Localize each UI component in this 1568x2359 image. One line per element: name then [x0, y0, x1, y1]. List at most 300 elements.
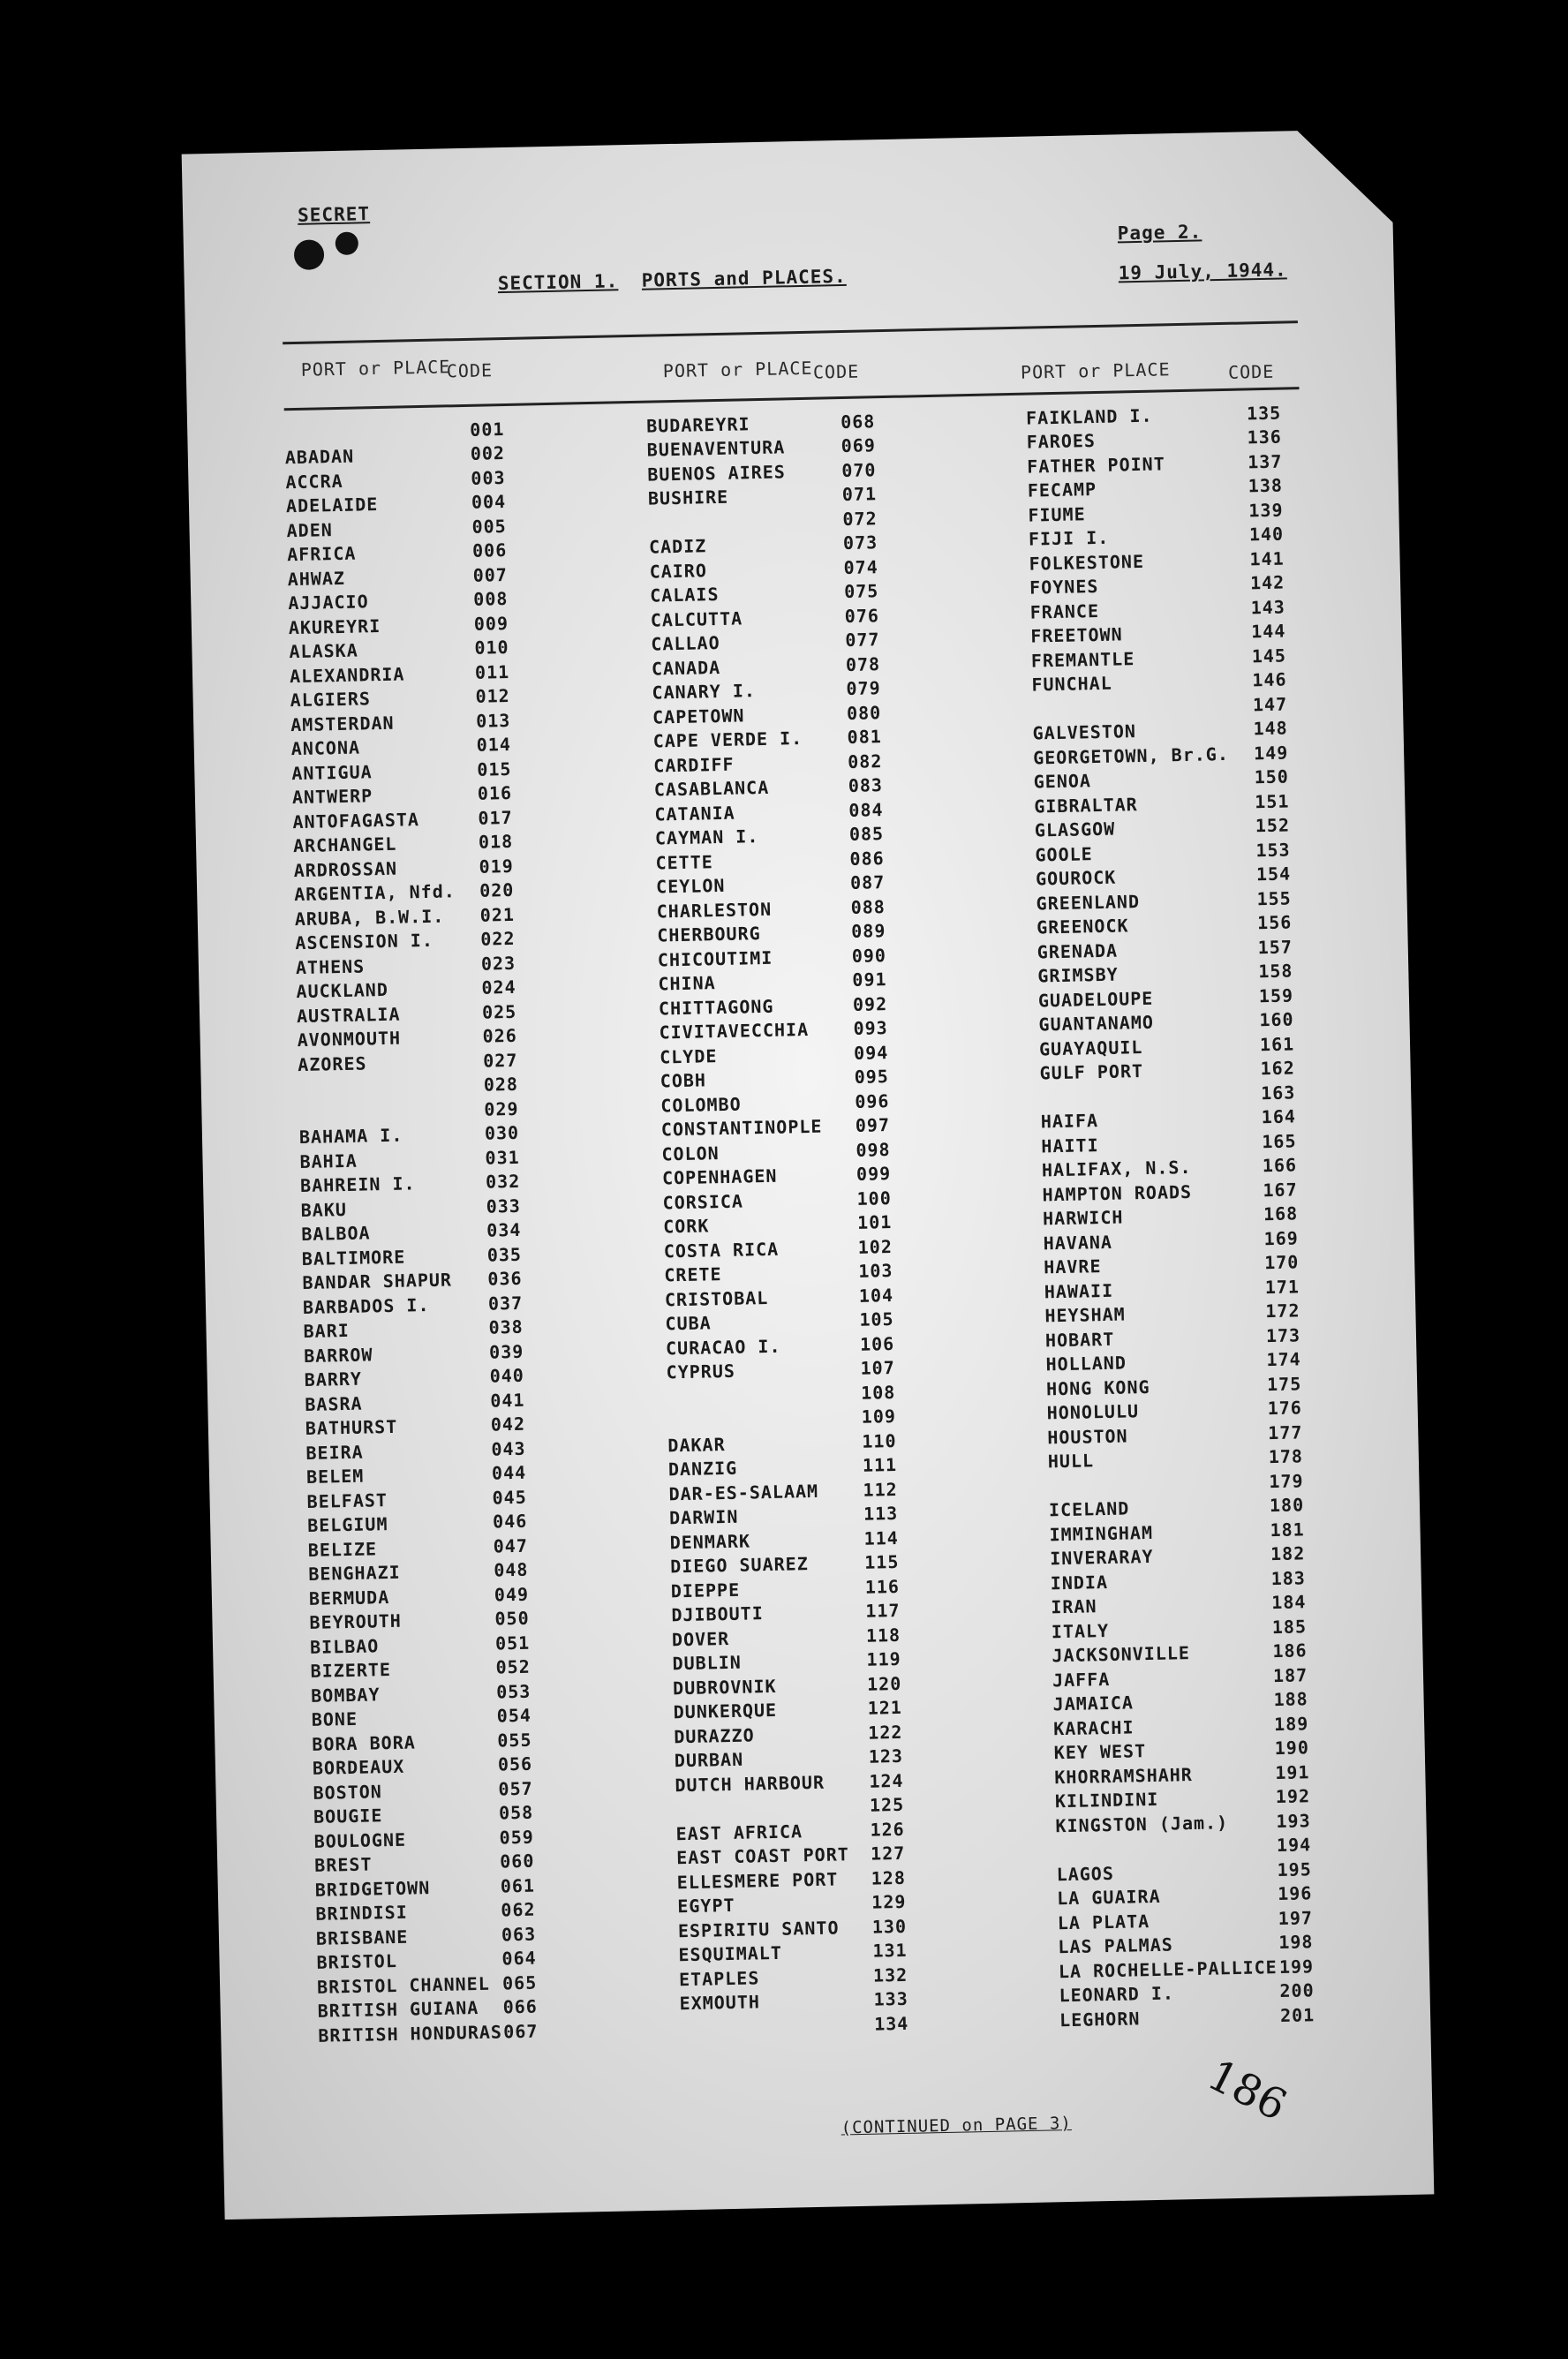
place-code: 125 [869, 1794, 905, 1816]
place-code: 007 [472, 563, 509, 586]
place-code: 046 [492, 1510, 528, 1533]
place-code: 057 [498, 1777, 533, 1800]
place-name: KINGSTON (Jam.) [1055, 1811, 1229, 1837]
place-code: 155 [1256, 887, 1292, 910]
place-name: CAPETOWN [652, 705, 745, 728]
place-code: 116 [864, 1575, 901, 1598]
place-code: 031 [485, 1146, 520, 1169]
header-rule-top [283, 320, 1298, 344]
place-code: 068 [840, 410, 876, 433]
place-code: 114 [863, 1526, 900, 1549]
place-name: ALGIERS [290, 688, 372, 712]
place-name: GUANTANAMO [1038, 1012, 1155, 1036]
place-code: 112 [863, 1478, 898, 1501]
place-name: LAS PALMAS [1058, 1933, 1174, 1958]
place-code: 136 [1247, 426, 1283, 448]
section-title: PORTS and PLACES. [641, 265, 847, 291]
place-name: GOOLE [1035, 842, 1093, 866]
place-code: 109 [861, 1406, 897, 1428]
place-name: LA GUAIRA [1056, 1886, 1161, 1910]
place-name: COPENHAGEN [661, 1164, 778, 1189]
place-name: CUBA [665, 1312, 712, 1335]
place-name: BAHIA [299, 1149, 358, 1172]
place-code: 173 [1265, 1324, 1301, 1346]
place-name: FUNCHAL [1031, 672, 1112, 696]
folded-corner [1295, 127, 1394, 226]
place-name: BARBADOS I. [302, 1293, 430, 1318]
place-code: 009 [473, 612, 509, 635]
place-name: AVONMOUTH [297, 1027, 402, 1051]
place-name: KARACHI [1052, 1716, 1135, 1740]
place-name: GUAYAQUIL [1038, 1036, 1143, 1060]
place-name: CAPE VERDE I. [652, 727, 803, 752]
place-name: GREENLAND [1036, 890, 1141, 915]
place-name: BARRY [304, 1368, 363, 1391]
place-name: BUSHIRE [647, 486, 729, 509]
place-code: 096 [855, 1089, 890, 1112]
place-code: 167 [1263, 1179, 1298, 1201]
place-name: BORA BORA [312, 1731, 416, 1755]
place-code: 092 [852, 992, 888, 1015]
place-name: BONE [311, 1708, 358, 1731]
place-name: ETAPLES [678, 1967, 760, 1991]
place-code: 162 [1260, 1057, 1295, 1080]
place-code: 056 [497, 1752, 533, 1775]
place-code: 137 [1247, 450, 1283, 473]
place-code: 061 [500, 1874, 536, 1897]
place-code: 164 [1261, 1105, 1297, 1128]
place-code: 151 [1255, 790, 1290, 813]
place-code: 067 [503, 2020, 539, 2043]
place-code: 091 [852, 968, 887, 991]
place-name: ARGENTIA, Nfd. [293, 880, 456, 906]
place-code: 086 [849, 847, 885, 870]
place-code: 128 [871, 1866, 907, 1889]
place-code: 165 [1262, 1130, 1297, 1152]
place-name: HAITI [1041, 1134, 1099, 1157]
place-name: DURAZZO [674, 1724, 755, 1748]
place-name: LAGOS [1056, 1862, 1115, 1886]
place-code: 102 [857, 1235, 893, 1258]
place-code: 002 [470, 442, 506, 465]
place-name: CONSTANTINOPLE [660, 1115, 823, 1141]
place-name: KILINDINI [1054, 1789, 1159, 1813]
page-number: Page 2. [1117, 221, 1202, 245]
place-name: JACKSONVILLE [1052, 1642, 1191, 1667]
place-code: 197 [1278, 1906, 1314, 1929]
place-name: ANTOFAGASTA [292, 808, 420, 833]
place-name: ALASKA [289, 639, 358, 663]
place-code: 069 [841, 434, 877, 457]
place-name: HOBART [1044, 1328, 1115, 1352]
place-code: 160 [1259, 1008, 1294, 1031]
place-name: EAST AFRICA [675, 1820, 803, 1845]
place-code: 090 [851, 944, 887, 967]
place-name: BELFAST [306, 1489, 388, 1512]
place-code: 026 [482, 1025, 518, 1047]
place-code: 066 [502, 1995, 539, 2018]
place-name: DIEPPE [670, 1579, 741, 1602]
place-code: 089 [851, 920, 886, 943]
place-name: BERMUDA [308, 1586, 390, 1609]
place-code: 168 [1263, 1202, 1299, 1225]
place-code: 169 [1263, 1227, 1300, 1249]
place-code: 120 [866, 1672, 902, 1695]
place-code: 147 [1252, 693, 1288, 716]
place-code: 085 [848, 823, 885, 846]
place-name: BANDAR SHAPUR [302, 1269, 453, 1294]
place-code: 032 [485, 1171, 521, 1193]
place-code: 177 [1267, 1421, 1303, 1443]
place-name: BOUGIE [313, 1805, 383, 1828]
place-code: 039 [488, 1340, 524, 1363]
place-name: FIJI I. [1028, 526, 1110, 550]
place-name: BELIZE [307, 1538, 378, 1561]
place-code: 149 [1253, 742, 1289, 765]
place-name: HEYSHAM [1044, 1303, 1126, 1327]
place-name: DARWIN [668, 1505, 739, 1529]
place-name: FREETOWN [1030, 623, 1123, 647]
place-code: 080 [846, 701, 882, 724]
place-code: 152 [1255, 814, 1291, 837]
place-name: CARDIFF [653, 753, 735, 777]
place-code: 143 [1250, 596, 1286, 619]
place-name: DUTCH HARBOUR [675, 1771, 825, 1797]
place-code: 062 [501, 1898, 536, 1921]
place-code: 193 [1276, 1809, 1311, 1832]
place-name: GIBRALTAR [1034, 793, 1138, 818]
place-code: 051 [494, 1632, 531, 1654]
place-code: 015 [477, 757, 512, 780]
place-name: FRANCE [1029, 599, 1100, 623]
place-name: JAMAICA [1052, 1692, 1135, 1715]
column-header-port: PORT or PLACE [1020, 358, 1171, 383]
place-code: 195 [1277, 1858, 1312, 1880]
place-name: CIVITAVECCHIA [659, 1019, 810, 1044]
place-name: KHORRAMSHAHR [1054, 1763, 1194, 1789]
place-name: LA ROCHELLE-PALLICE [1058, 1956, 1278, 1982]
place-name: CHERBOURG [657, 923, 761, 946]
place-name: LA PLATA [1057, 1910, 1150, 1934]
place-name: BELGIUM [306, 1513, 388, 1537]
place-name: KEY WEST [1053, 1740, 1147, 1764]
place-name: BAKU [300, 1198, 348, 1221]
place-code: 106 [859, 1332, 895, 1355]
place-code: 087 [849, 871, 886, 894]
place-code: 038 [488, 1316, 524, 1338]
place-name: GULF PORT [1039, 1060, 1144, 1084]
place-name: ATHENS [295, 955, 366, 978]
place-code: 017 [478, 806, 513, 829]
place-name: ARUBA, B.W.I. [294, 905, 445, 930]
document-page [182, 129, 1435, 2220]
place-name: JAFFA [1052, 1668, 1111, 1692]
place-code: 030 [484, 1122, 520, 1144]
place-name: BRIDGETOWN [314, 1876, 431, 1901]
place-code: 148 [1253, 717, 1288, 740]
place-code: 171 [1264, 1276, 1300, 1298]
code-list-col2 [841, 409, 909, 2036]
place-code: 036 [487, 1268, 523, 1290]
place-code: 145 [1251, 644, 1287, 667]
place-code: 126 [870, 1818, 905, 1841]
place-name: COBH [660, 1069, 707, 1092]
place-code: 093 [853, 1017, 888, 1040]
place-code: 201 [1279, 2003, 1315, 2026]
place-code: 065 [501, 1971, 538, 1994]
place-name: FREMANTLE [1030, 647, 1135, 672]
place-name: CALLAO [651, 632, 720, 655]
place-code: 134 [873, 2012, 909, 2035]
place-code: 132 [872, 1963, 908, 1986]
place-code: 043 [491, 1437, 526, 1460]
place-name: DANZIG [667, 1457, 738, 1481]
place-name: ESPIRITU SANTO [677, 1917, 840, 1942]
place-code: 172 [1265, 1300, 1300, 1323]
place-code: 158 [1258, 960, 1293, 983]
place-name: BUENAVENTURA [646, 436, 786, 461]
place-name: ARDROSSAN [293, 857, 398, 881]
place-name: INDIA [1050, 1571, 1109, 1594]
place-name: COLOMBO [660, 1093, 742, 1117]
place-code: 174 [1266, 1348, 1301, 1371]
place-code: 194 [1276, 1834, 1312, 1857]
place-code: 050 [494, 1607, 530, 1630]
place-name: CASABLANCA [653, 777, 770, 801]
place-code: 166 [1262, 1154, 1298, 1177]
place-code: 105 [859, 1308, 894, 1331]
place-code: 200 [1279, 1979, 1315, 2002]
place-code: 044 [491, 1462, 527, 1484]
place-code: 053 [495, 1680, 531, 1703]
place-name: GRENADA [1037, 939, 1119, 963]
place-code: 060 [499, 1850, 535, 1873]
place-name: HARWICH [1042, 1206, 1124, 1230]
place-name: DAKAR [667, 1433, 726, 1457]
place-name: BELEM [305, 1465, 365, 1489]
place-code: 097 [855, 1114, 891, 1137]
place-name: FECAMP [1027, 479, 1097, 501]
place-code: 104 [858, 1284, 894, 1307]
place-name: EAST COAST PORT [675, 1843, 850, 1869]
place-code: 144 [1250, 620, 1286, 643]
place-code: 178 [1268, 1445, 1304, 1468]
place-code: 179 [1269, 1470, 1304, 1492]
place-code: 118 [865, 1624, 901, 1647]
place-code: 142 [1249, 571, 1285, 594]
place-name: COSTA RICA [663, 1238, 780, 1262]
place-code: 138 [1248, 474, 1284, 497]
place-code: 181 [1270, 1519, 1305, 1541]
place-code: 100 [856, 1187, 892, 1210]
place-name: GRIMSBY [1037, 963, 1119, 987]
place-code: 156 [1256, 911, 1293, 934]
place-name: CORK [662, 1215, 710, 1238]
place-name: CHITTAGONG [658, 995, 774, 1020]
place-code: 034 [486, 1219, 522, 1241]
place-name: DOVER [671, 1627, 730, 1651]
place-code: 117 [865, 1600, 901, 1622]
place-name: ACCRA [285, 470, 343, 493]
place-name: INVERARAY [1049, 1546, 1154, 1570]
place-code: 054 [496, 1704, 532, 1727]
place-code: 101 [856, 1211, 893, 1234]
place-code: 083 [848, 774, 884, 797]
place-name: CEYLON [655, 875, 726, 898]
place-name: DURBAN [674, 1748, 744, 1772]
place-name: CHICOUTIMI [657, 946, 773, 971]
place-name: BAHAMA I. [298, 1124, 403, 1149]
place-name: ITALY [1051, 1619, 1110, 1643]
place-name: ADEN [286, 518, 334, 541]
place-code: 176 [1267, 1397, 1303, 1420]
place-code: 084 [848, 798, 884, 821]
place-name: EGYPT [677, 1895, 735, 1918]
place-code: 033 [486, 1195, 522, 1217]
handwritten-page-number: 186 [1200, 2050, 1295, 2131]
place-code: 004 [471, 491, 507, 514]
place-name: BATHURST [305, 1416, 398, 1440]
place-code: 094 [853, 1041, 889, 1064]
place-name: FIUME [1028, 502, 1086, 526]
place-name: HONOLULU [1046, 1400, 1140, 1424]
place-name: GALVESTON [1032, 720, 1137, 744]
place-name: CYPRUS [666, 1360, 736, 1383]
place-name: FATHER POINT [1027, 453, 1165, 478]
place-name: AUSTRALIA [296, 1003, 401, 1027]
place-name: FAIKLAND I. [1025, 404, 1153, 429]
place-name: BOSTON [313, 1781, 383, 1804]
place-name: CETTE [655, 850, 714, 874]
place-code: 150 [1254, 765, 1290, 788]
place-code: 019 [479, 855, 514, 878]
place-name: BOMBAY [310, 1684, 381, 1707]
place-code: 047 [493, 1534, 529, 1557]
place-code: 027 [482, 1049, 518, 1072]
place-code: 189 [1273, 1713, 1309, 1735]
place-name: GUADELOUPE [1037, 987, 1154, 1012]
place-name: CRETE [664, 1263, 722, 1286]
place-code: 115 [863, 1551, 900, 1573]
place-code: 008 [473, 588, 509, 611]
place-code: 073 [842, 531, 878, 554]
place-code: 127 [870, 1843, 906, 1865]
punch-hole [335, 231, 359, 255]
place-code: 159 [1258, 984, 1294, 1007]
place-name: AKUREYRI [288, 614, 381, 638]
place-name: CRISTOBAL [664, 1286, 769, 1311]
place-name: HAMPTON ROADS [1042, 1180, 1193, 1206]
place-code: 157 [1257, 936, 1293, 959]
place-name: CANARY I. [652, 680, 757, 704]
place-list-col2 [646, 411, 853, 2016]
punch-hole [294, 239, 325, 270]
place-name: ALEXANDRIA [289, 663, 405, 687]
place-code: 024 [481, 976, 516, 999]
place-name: AFRICA [286, 542, 357, 566]
place-code: 095 [854, 1066, 890, 1089]
place-code: 072 [842, 507, 878, 530]
place-code: 187 [1272, 1664, 1308, 1686]
place-name: HOLLAND [1045, 1352, 1127, 1375]
place-code: 055 [497, 1729, 532, 1752]
place-name: FOLKESTONE [1029, 550, 1145, 575]
place-code: 081 [847, 726, 883, 749]
place-code: 058 [498, 1801, 534, 1824]
place-code: 135 [1246, 402, 1282, 425]
place-code: 079 [846, 677, 881, 700]
place-code: 020 [479, 879, 515, 901]
place-code: 192 [1275, 1785, 1311, 1808]
place-code: 182 [1270, 1542, 1306, 1565]
place-name: DUBLIN [672, 1651, 743, 1675]
place-code: 186 [1272, 1639, 1308, 1662]
place-name: CALAIS [649, 584, 720, 607]
place-code: 153 [1255, 839, 1291, 862]
continued-note: (CONTINUED on PAGE 3) [841, 2113, 1073, 2138]
place-name: ARCHANGEL [292, 833, 397, 857]
place-name: CAIRO [649, 559, 708, 583]
column-header-code: CODE [812, 360, 860, 383]
column-header-port: PORT or PLACE [300, 356, 451, 381]
place-name: AUCKLAND [296, 979, 389, 1003]
place-name: HAVANA [1043, 1231, 1113, 1255]
place-name: HOUSTON [1047, 1425, 1128, 1449]
place-name: CHINA [658, 972, 716, 995]
place-code: 006 [471, 539, 508, 562]
place-name: FAROES [1026, 430, 1097, 453]
place-name: FOYNES [1029, 576, 1099, 599]
place-code: 003 [471, 466, 506, 489]
place-code: 180 [1269, 1494, 1305, 1517]
place-name: LEONARD I. [1059, 1982, 1175, 2007]
place-name: DIEGO SUAREZ [670, 1553, 809, 1578]
place-name: IRAN [1051, 1595, 1097, 1618]
place-name: ELLESMERE PORT [676, 1868, 839, 1894]
place-name: BASRA [305, 1392, 363, 1415]
place-name: DENMARK [669, 1530, 751, 1554]
place-code: 012 [475, 685, 510, 708]
place-code: 199 [1278, 1955, 1315, 1978]
place-name: AZORES [298, 1052, 367, 1075]
place-name: BRITISH GUIANA [317, 1997, 479, 2023]
place-code: 077 [845, 629, 880, 652]
place-name: ANTIGUA [291, 760, 373, 784]
place-name: GOUROCK [1035, 866, 1117, 890]
place-code: 071 [841, 483, 878, 506]
place-name: BRISBANE [315, 1926, 409, 1949]
place-name: HAIFA [1040, 1110, 1099, 1133]
place-code: 146 [1252, 668, 1287, 691]
place-name: BEIRA [305, 1441, 364, 1464]
place-code: 005 [471, 515, 507, 538]
place-code: 022 [480, 928, 516, 950]
place-code: 014 [476, 734, 512, 756]
place-code: 001 [470, 418, 505, 441]
place-name: CAYMAN I. [654, 825, 759, 849]
place-name: CURACAO I. [665, 1335, 781, 1360]
place-code: 075 [843, 580, 879, 603]
place-code: 133 [873, 1988, 908, 2010]
place-name: ICELAND [1048, 1497, 1130, 1521]
place-name: BREST [314, 1853, 373, 1877]
place-name: BIZERTE [310, 1659, 392, 1683]
place-list-col3 [1026, 401, 1278, 2031]
column-header-code: CODE [446, 359, 494, 382]
place-code: 098 [856, 1138, 891, 1161]
place-name: IMMINGHAM [1049, 1521, 1154, 1546]
document-date: 19 July, 1944. [1118, 259, 1287, 284]
